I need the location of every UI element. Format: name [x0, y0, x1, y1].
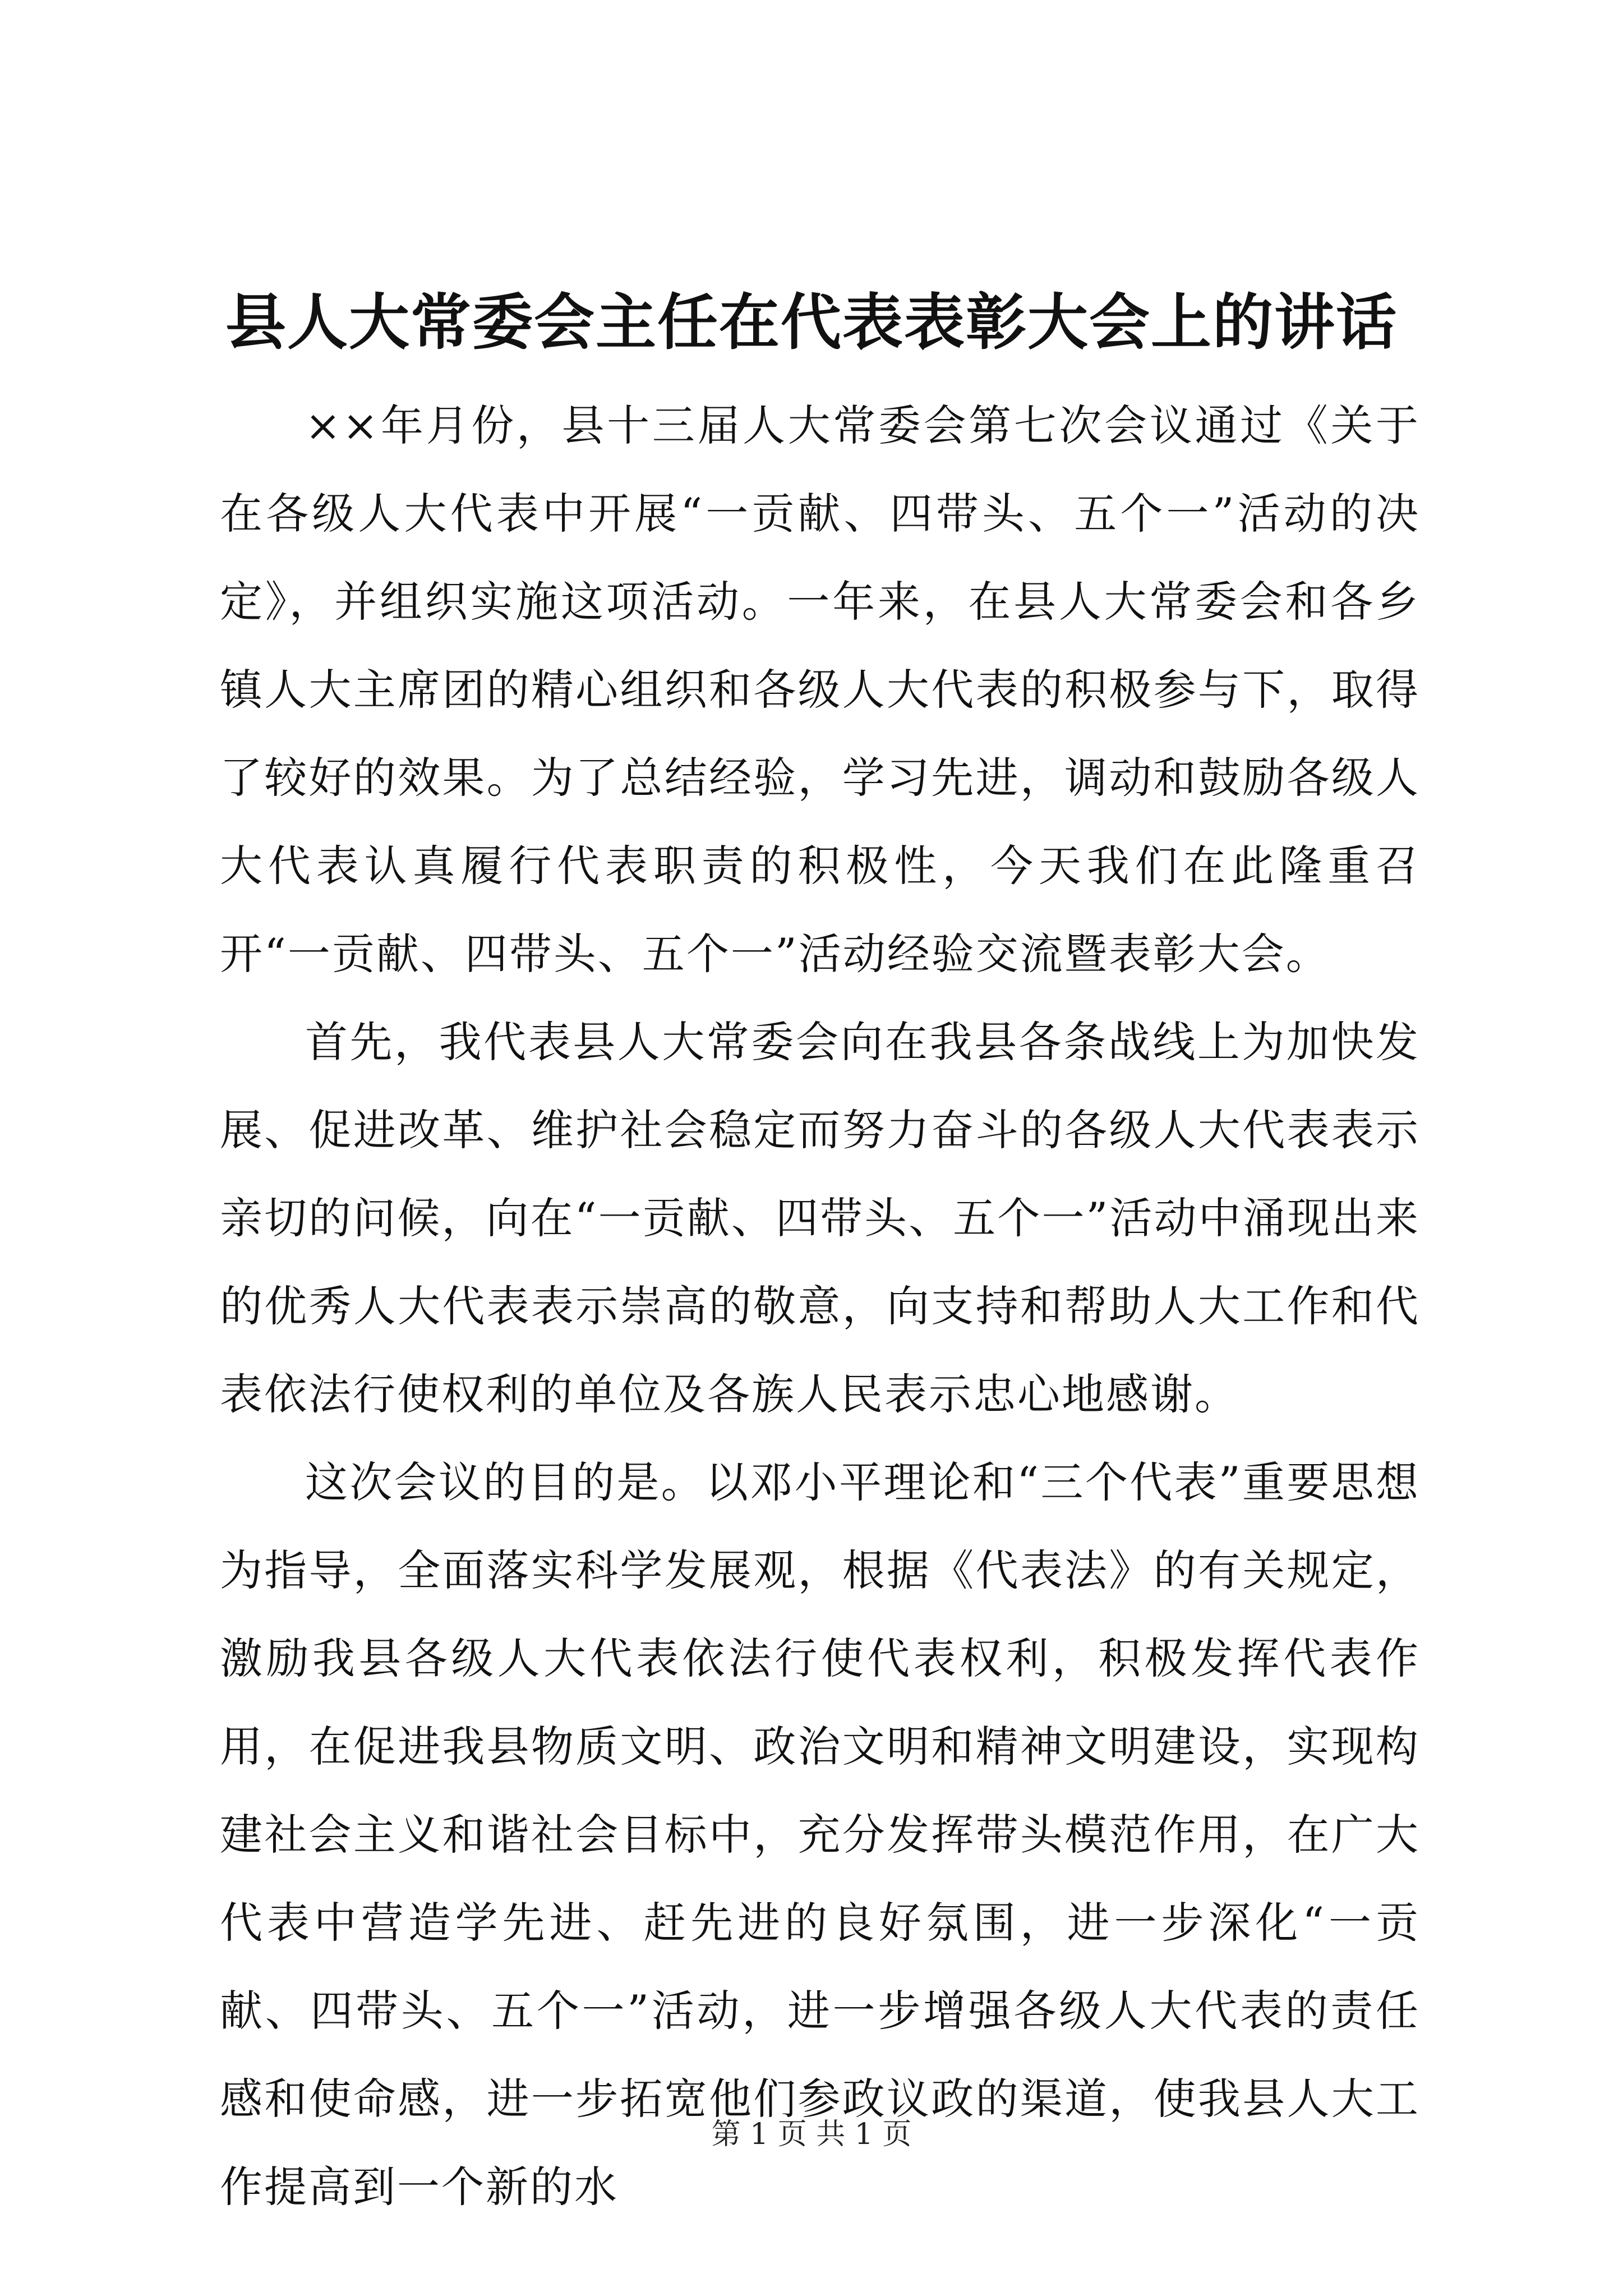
paragraph-2: 首先，我代表县人大常委会向在我县各条战线上为加快发展、促进改革、维护社会稳定而努力奋斗的各级人大代表表示亲切的问候，向在“一贡献、四带头、五个一”活动中涌现出来的优秀人大代表表示崇高的敬意，向支持和帮助人大工作和代表依法行使权利的单位及各族人民表示忠心地感谢。	[220, 1017, 1420, 1419]
document-body	[220, 381, 1420, 2231]
page-footer: 第 1 页 共 1 页	[711, 2118, 912, 2151]
paragraph-3: 这次会议的目的是。以邓小平理论和“三个代表”重要思想为指导，全面落实科学发展观，根据《代表法》的有关规定，激励我县各级人大代表依法行使代表权利，积极发挥代表作用，在促进我县物质文明、政治文明和精神文明建设，实现构建社会主义和谐社会目标中，充分发挥带头模范作用，在广大代表中营造学先进、赶先进的良好氛围，进一步深化“一贡献、四带头、五个一”活动，进一步增强各级人大代表的责任感和使命感，进一步拓宽他们参政议政的渠道，使我县人大工作提高到一个新的水	[220, 1457, 1420, 2212]
paragraph-1: ××年月份，县十三届人大常委会第七次会议通过《关于在各级人大代表中开展“一贡献、四带头、五个一”活动的决定》，并组织实施这项活动。一年来，在县人大常委会和各乡镇人大主席团的精心组织和各级人大代表的积极参与下，取得了较好的效果。为了总结经验，学习先进，调动和鼓励各级人大代表认真履行代表职责的积极性，今天我们在此隆重召开“一贡献、四带头、五个一”活动经验交流暨表彰大会。	[220, 401, 1420, 979]
document-title: 县人大常委会主任在代表表彰大会上的讲话	[225, 287, 1398, 358]
